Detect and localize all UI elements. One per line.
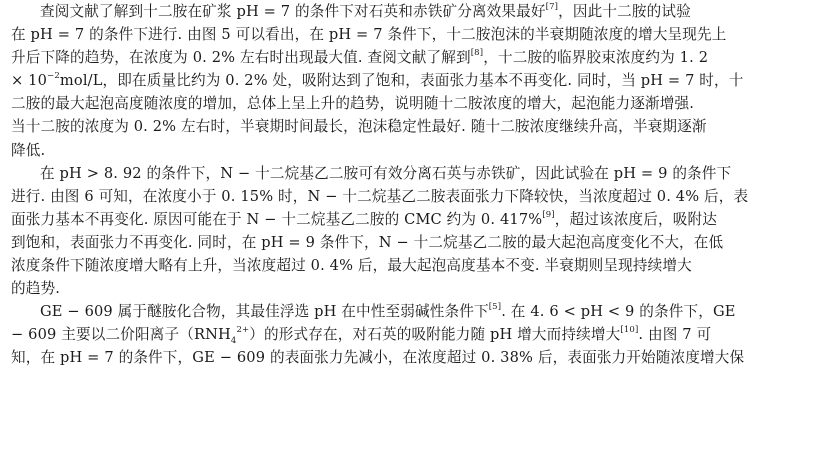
text-span: 查阅文献了解到十二胺在矿浆 pH = 7 的条件下对石英和赤铁矿分离效果最好 — [40, 3, 546, 20]
text-span: . 由图 7 可 — [638, 326, 712, 344]
text-line: 知，在 pH = 7 的条件下，GE − 609 的表面张力先减小，在浓度超过 0. 38% 后，表面张力开始随浓度增大保 — [11, 349, 745, 367]
text-span: GE − 609 属于醚胺化合物，其最佳浮选 pH 在中性至弱碱性条件下 — [40, 303, 489, 321]
text-span: ，因此十二胺的试验 — [558, 3, 691, 20]
text-line: 的趋势. — [11, 280, 61, 298]
text-line — [11, 0, 809, 23]
text-line — [11, 300, 809, 323]
paragraph-ethylenediamine — [11, 162, 809, 301]
text-line: 降低. — [11, 141, 46, 159]
text-line — [11, 323, 809, 346]
citation-ref: [9] — [542, 209, 555, 220]
text-line: 进行. 由图 6 可知，在浓度小于 0. 15% 时，N − 十二烷基乙二胺表面张力下降较快，当浓度超过 0. 4% 后，表 — [11, 187, 749, 205]
text-span: − 609 主要以二价阳离子（RNH — [11, 326, 231, 344]
citation-ref: [8] — [470, 48, 484, 59]
text-line: 在 pH > 8. 92 的条件下，N − 十二烷基乙二胺可有效分离石英与赤铁矿，因此试验在 pH = 9 的条件下 — [40, 164, 732, 182]
text-line: 浓度条件下随浓度增大略有上升，当浓度超过 0. 4% 后，最大起泡高度基本不变. 半衰期则呈现持续增大 — [11, 257, 692, 275]
text-line: 在 pH = 7 的条件下进行. 由图 5 可以看出，在 pH = 7 条件下，十二胺泡沫的半衰期随浓度的增大呈现先上 — [11, 26, 727, 44]
text-line — [11, 208, 809, 231]
text-span: × 10 — [11, 72, 48, 90]
subscript: 4 — [230, 336, 237, 347]
text-span: mol/L，即在质量比约为 0. 2% 处，吸附达到了饱和，表面张力基本不再变化. 同时，当 pH = 7 时，十 — [59, 72, 744, 90]
text-line: 到饱和，表面张力不再变化. 同时，在 pH = 9 条件下，N − 十二烷基乙二胺的最大起泡高度变化不大，在低 — [11, 233, 724, 251]
paragraph-ge609 — [11, 300, 809, 369]
text-span: . 在 4. 6 < pH < 9 的条件下，GE — [501, 303, 736, 321]
text-line: 当十二胺的浓度为 0. 2% 左右时，半衰期时间最长，泡沫稳定性最好. 随十二胺浓度继续升高，半衰期逐渐 — [11, 118, 707, 136]
citation-ref: [7] — [545, 2, 559, 13]
text-span: 面张力基本不再变化. 原因可能在于 N − 十二烷基乙二胺的 CMC 约为 0. 417% — [11, 210, 543, 228]
paragraph-dodecylamine — [11, 0, 809, 162]
text-line — [11, 46, 809, 69]
text-line — [11, 69, 809, 92]
exponent: −2 — [47, 71, 60, 82]
superscript: 2+ — [236, 325, 250, 336]
citation-ref: [10] — [620, 325, 639, 336]
text-span: ，超过该浓度后，吸附达 — [554, 210, 717, 228]
citation-ref: [5] — [488, 302, 502, 313]
text-span: 升后下降的趋势，在浓度为 0. 2% 左右时出现最大值. 查阅文献了解到 — [11, 49, 471, 67]
body-text — [11, 0, 809, 370]
text-span: ）的形式存在，对石英的吸附能力随 pH 增大而持续增大 — [249, 326, 621, 344]
text-span: ，十二胺的临界胶束浓度约为 1. 2 — [483, 49, 709, 67]
text-line: 二胺的最大起泡高度随浓度的增加，总体上呈上升的趋势，说明随十二胺浓度的增大，起泡能力逐渐增强. — [11, 95, 695, 113]
